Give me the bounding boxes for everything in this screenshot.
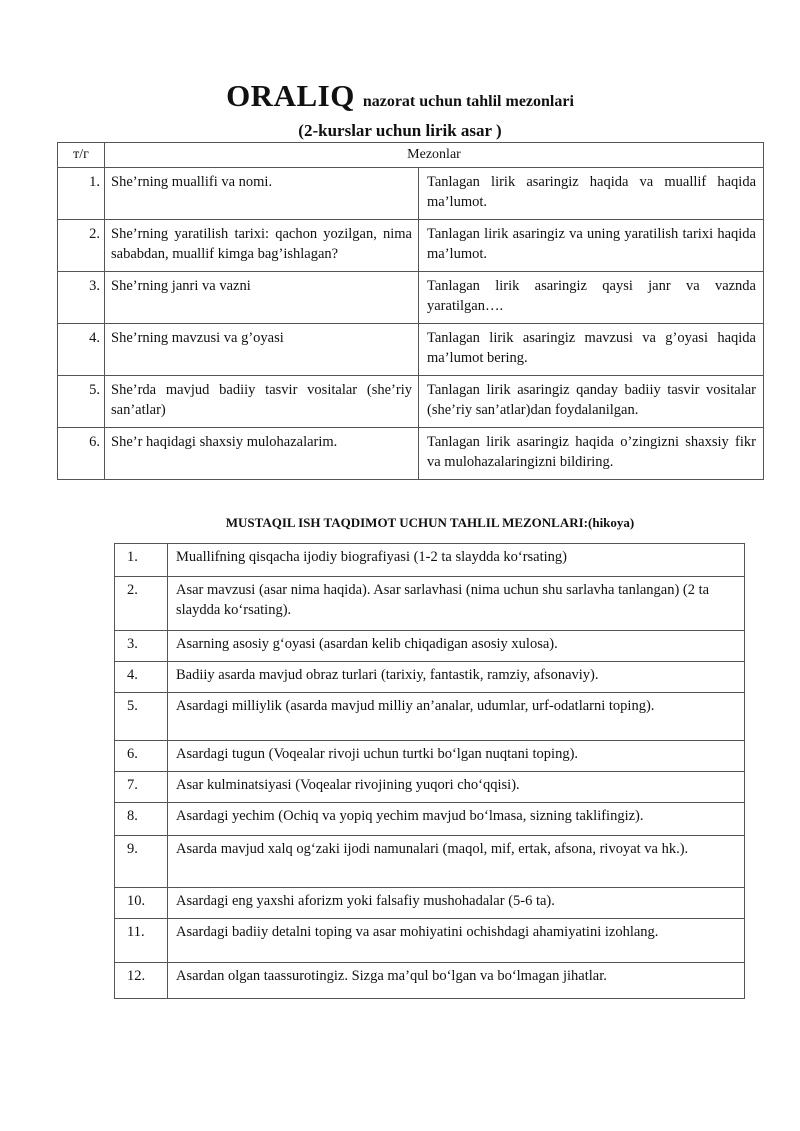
table-row (115, 577, 745, 631)
table-row (115, 693, 745, 741)
row-num: 2. (115, 577, 168, 631)
table-row (115, 803, 745, 836)
row-text: Asarning asosiy g‘oyasi (asardan kelib chiqadigan asosiy xulosa). (168, 631, 745, 662)
table-row (115, 963, 745, 999)
row-description: Tanlagan lirik asaringiz mavzusi va g’oyasi haqida ma’lumot bering. (419, 324, 764, 376)
row-description: Tanlagan lirik asaringiz qanday badiiy tasvir vositalar (she’riy san’atlar)dan foydalanilgan. (419, 376, 764, 428)
row-description: Tanlagan lirik asaringiz haqida o’zingizni shaxsiy fikr va mulohazalaringizni bildiring. (419, 428, 764, 480)
criteria-table-header (58, 143, 764, 168)
row-criterion: She’r haqidagi shaxsiy mulohazalarim. (105, 428, 419, 480)
row-text: Asardagi yechim (Ochiq va yopiq yechim mavjud bo‘lmasa, sizning taklifingiz). (168, 803, 745, 836)
table-row (115, 662, 745, 693)
row-num: 4. (115, 662, 168, 693)
row-num: 3. (58, 272, 105, 324)
row-num: 6. (115, 741, 168, 772)
row-num: 1. (58, 168, 105, 220)
row-criterion: She’rda mavjud badiiy tasvir vositalar (she’riy san’atlar) (105, 376, 419, 428)
table-row (115, 919, 745, 963)
row-num: 4. (58, 324, 105, 376)
title-rest: nazorat uchun tahlil mezonlari (362, 93, 574, 110)
criteria-table (57, 142, 764, 480)
table-row (115, 741, 745, 772)
row-num: 5. (58, 376, 105, 428)
row-description: Tanlagan lirik asaringiz qaysi janr va vaznda yaratilgan…. (419, 272, 764, 324)
row-num: 6. (58, 428, 105, 480)
row-criterion: She’rning mavzusi va g’oyasi (105, 324, 419, 376)
presentation-criteria-table (114, 543, 745, 999)
row-num: 5. (115, 693, 168, 741)
row-criterion: She’rning yaratilish tarixi: qachon yozilgan, nima sababdan, muallif kimga bag’ishlagan? (105, 220, 419, 272)
row-num: 2. (58, 220, 105, 272)
table-row (115, 631, 745, 662)
row-criterion: She’rning muallifi va nomi. (105, 168, 419, 220)
row-num: 7. (115, 772, 168, 803)
table-row (115, 888, 745, 919)
row-text: Asar mavzusi (asar nima haqida). Asar sarlavhasi (nima uchun shu sarlavha tanlangan) (2 ta slaydda ko‘rsating). (168, 577, 745, 631)
section-heading: MUSTAQIL ISH TAQDIMOT UCHUN TAHLIL MEZONLARI:(hikoya) (225, 515, 635, 530)
row-text: Asardan olgan taassurotingiz. Sizga ma’qul bo‘lgan va bo‘lmagan jihatlar. (168, 963, 745, 999)
table-row (115, 836, 745, 888)
row-description: Tanlagan lirik asaringiz va uning yaratilish tarixi haqida ma’lumot. (419, 220, 764, 272)
row-criterion: She’rning janri va vazni (105, 272, 419, 324)
table-row (58, 324, 764, 376)
row-num: 12. (115, 963, 168, 999)
header-criteria: Mezonlar (105, 143, 764, 168)
row-num: 3. (115, 631, 168, 662)
table-row (58, 168, 764, 220)
table-row (115, 544, 745, 577)
page-title (0, 78, 800, 114)
row-text: Muallifning qisqacha ijodiy biografiyasi (1-2 ta slaydda ko‘rsating) (168, 544, 745, 577)
table-row (58, 428, 764, 480)
page-subtitle: (2-kurslar uchun lirik asar ) (298, 121, 502, 140)
row-text: Asardagi tugun (Voqealar rivoji uchun turtki bo‘lgan nuqtani toping). (168, 741, 745, 772)
row-text: Asardagi badiiy detalni toping va asar mohiyatini ochishdagi ahamiyatini izohlang. (168, 919, 745, 963)
row-num: 8. (115, 803, 168, 836)
table-row (58, 272, 764, 324)
row-num: 9. (115, 836, 168, 888)
row-num: 11. (115, 919, 168, 963)
table-row (58, 220, 764, 272)
row-num: 10. (115, 888, 168, 919)
header-num: т/г (58, 143, 105, 168)
row-text: Asarda mavjud xalq og‘zaki ijodi namunalari (maqol, mif, ertak, afsona, rivoyat va hk.). (168, 836, 745, 888)
table-row (58, 376, 764, 428)
row-text: Asar kulminatsiyasi (Voqealar rivojining yuqori cho‘qqisi). (168, 772, 745, 803)
title-main: ORALIQ (226, 78, 355, 113)
row-text: Badiiy asarda mavjud obraz turlari (tarixiy, fantastik, ramziy, afsonaviy). (168, 662, 745, 693)
row-text: Asardagi milliylik (asarda mavjud milliy an’analar, udumlar, urf-odatlarni toping). (168, 693, 745, 741)
row-num: 1. (115, 544, 168, 577)
row-text: Asardagi eng yaxshi aforizm yoki falsafiy mushohadalar (5-6 ta). (168, 888, 745, 919)
table-row (115, 772, 745, 803)
row-description: Tanlagan lirik asaringiz haqida va muallif haqida ma’lumot. (419, 168, 764, 220)
